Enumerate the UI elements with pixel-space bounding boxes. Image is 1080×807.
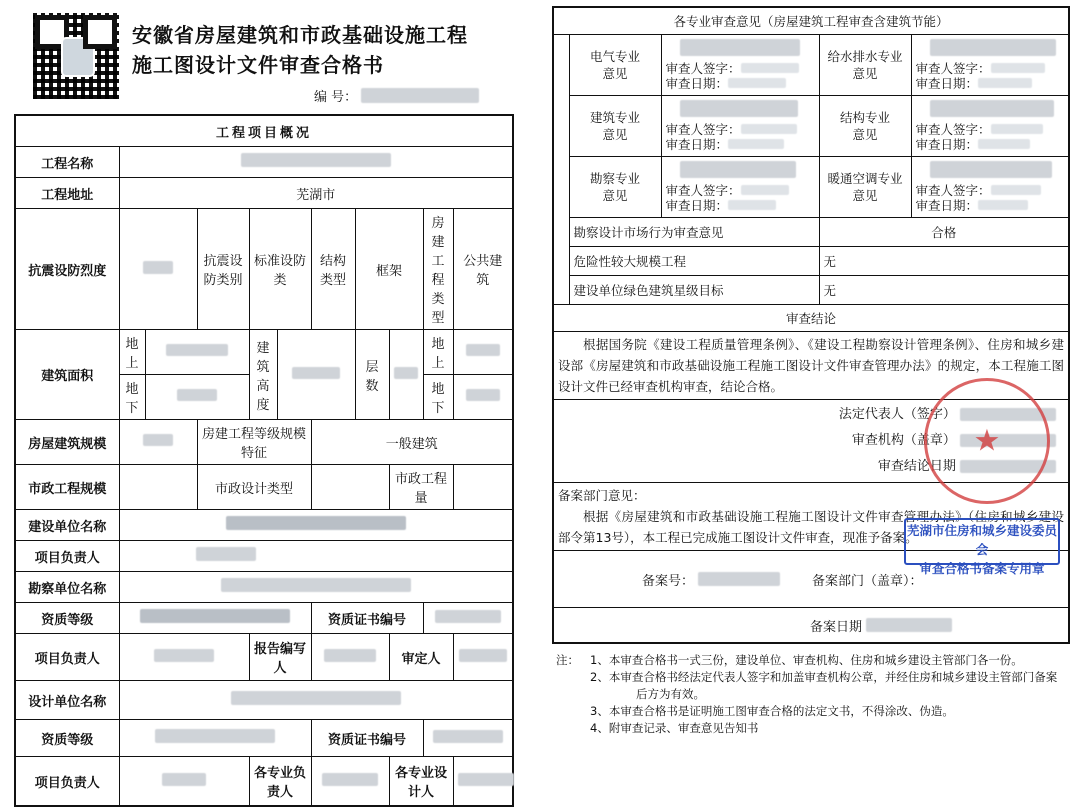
opinion-signature-water: 审查人签字： 审查日期： bbox=[911, 35, 1069, 96]
design-qual-grade-label: 资质等级 bbox=[15, 720, 119, 757]
opinion-name-electrical: 电气专业 意见 bbox=[569, 35, 661, 96]
table-row bbox=[553, 218, 1069, 247]
design-leader-value bbox=[119, 757, 249, 807]
blue-record-seal bbox=[904, 518, 1060, 576]
table-row bbox=[15, 465, 513, 510]
opinion-name-hvac: 暖通空调专业 意见 bbox=[819, 157, 911, 218]
spec-designer-label: 各专业设计人 bbox=[389, 757, 453, 807]
note-item: 2、本审查合格书经法定代表人签字和加盖审查机构公章，并经住房和城乡建设主管部门备案后方为有效。 bbox=[590, 670, 1058, 701]
record-dept-stamp-label: 备案部门（盖章）： bbox=[812, 573, 923, 589]
report-writer-value bbox=[311, 634, 389, 681]
floors-below-label: 地下 bbox=[423, 375, 453, 420]
signature-block bbox=[553, 400, 1069, 483]
document-header bbox=[14, 6, 534, 114]
project-overview-table bbox=[14, 114, 514, 807]
project-address-value: 芜湖市 bbox=[119, 178, 513, 209]
legal-rep-line: 法定代表人（签字） bbox=[558, 402, 1064, 428]
table-row bbox=[15, 572, 513, 603]
spec-leader-label: 各专业负责人 bbox=[249, 757, 311, 807]
market-behavior-value: 合格 bbox=[819, 218, 1069, 247]
table-row bbox=[553, 276, 1069, 305]
design-unit-label: 设计单位名称 bbox=[15, 681, 119, 720]
record-dept-title: 备案部门意见： bbox=[558, 488, 646, 503]
opinion-signature-electrical: 审查人签字： 审查日期： bbox=[661, 35, 819, 96]
opinion-name-survey: 勘察专业 意见 bbox=[569, 157, 661, 218]
reviewer-value bbox=[453, 634, 513, 681]
floors-above-label: 地上 bbox=[423, 330, 453, 375]
project-name-value bbox=[119, 147, 513, 178]
owner-value bbox=[119, 510, 513, 541]
note-item: 3、本审查合格书是证明施工图审查合格的法定文书，不得涂改、伪造。 bbox=[590, 704, 954, 718]
building-height-value bbox=[277, 330, 355, 420]
building-type-value: 公共建筑 bbox=[453, 209, 513, 330]
building-scale-label: 房屋建筑规模 bbox=[15, 420, 119, 465]
opinions-side-spacer bbox=[553, 35, 569, 305]
seal-star-icon: ★ bbox=[973, 423, 1001, 459]
qualification-grade-label: 资质等级 bbox=[15, 603, 119, 634]
spec-designer-value bbox=[453, 757, 513, 807]
qr-code-icon bbox=[30, 10, 122, 102]
municipal-project-value bbox=[453, 465, 513, 510]
seismic-intensity-value bbox=[119, 209, 197, 330]
record-date-value bbox=[866, 618, 952, 632]
building-type-label: 房建工程类型 bbox=[423, 209, 453, 330]
table-row bbox=[15, 209, 513, 330]
survey-unit-value bbox=[119, 572, 513, 603]
project-name-label: 工程名称 bbox=[15, 147, 119, 178]
note-item: 4、附审查记录、审查意见告知书 bbox=[590, 721, 759, 735]
grade-feature-label: 房建工程等级规模特征 bbox=[197, 420, 311, 465]
record-no-label: 备案号： bbox=[642, 573, 695, 589]
project-leader-label: 项目负责人 bbox=[15, 541, 119, 572]
table-row bbox=[553, 305, 1069, 332]
table-row bbox=[15, 147, 513, 178]
seismic-intensity-label: 抗震设防烈度 bbox=[15, 209, 119, 330]
survey-leader-label: 项目负责人 bbox=[15, 634, 119, 681]
review-org-line: 审查机构（盖章） bbox=[558, 428, 1064, 454]
review-date-line: 审查结论日期 bbox=[558, 454, 1064, 480]
blue-seal-line1: 芜湖市住房和城乡建设委员会 bbox=[906, 523, 1057, 557]
market-behavior-label: 勘察设计市场行为审查意见 bbox=[569, 218, 819, 247]
table-row bbox=[15, 757, 513, 807]
survey-unit-label: 勘察单位名称 bbox=[15, 572, 119, 603]
table-row bbox=[15, 510, 513, 541]
table-row bbox=[15, 603, 513, 634]
danger-project-label: 危险性较大规模工程 bbox=[569, 247, 819, 276]
floors-value bbox=[389, 330, 423, 420]
left-sheet bbox=[14, 6, 534, 800]
project-leader-value bbox=[119, 541, 513, 572]
report-writer-label: 报告编写人 bbox=[249, 634, 311, 681]
table-row bbox=[553, 7, 1069, 35]
area-below-value bbox=[145, 375, 249, 420]
opinion-name-structure: 结构专业 意见 bbox=[819, 96, 911, 157]
green-star-value: 无 bbox=[819, 276, 1069, 305]
seismic-standard-label: 标准设防类 bbox=[249, 209, 311, 330]
grade-feature-value: 一般建筑 bbox=[311, 420, 513, 465]
survey-leader-value bbox=[119, 634, 249, 681]
municipal-design-type-value bbox=[311, 465, 389, 510]
qualification-cert-value bbox=[423, 603, 513, 634]
conclusion-text: 根据国务院《建设工程质量管理条例》、《建设工程勘察设计管理条例》、住房和城乡建设部《房屋建筑和市政基础设施工程施工图设计文件审查管理办法》的规定，本工程施工图设计文件已经审查机构审查，结论合格。 bbox=[553, 332, 1069, 400]
opinion-signature-hvac: 审查人签字： 审查日期： bbox=[911, 157, 1069, 218]
opinion-name-architecture: 建筑专业 意见 bbox=[569, 96, 661, 157]
opinion-signature-structure: 审查人签字： 审查日期： bbox=[911, 96, 1069, 157]
building-scale-value bbox=[119, 420, 197, 465]
table-row bbox=[553, 332, 1069, 400]
table-row bbox=[15, 178, 513, 209]
table-row bbox=[553, 247, 1069, 276]
record-date-row bbox=[553, 608, 1069, 644]
municipal-design-type-label: 市政设计类型 bbox=[197, 465, 311, 510]
floors-below-value bbox=[453, 375, 513, 420]
floors-label: 层数 bbox=[355, 330, 389, 420]
green-star-label: 建设单位绿色建筑星级目标 bbox=[569, 276, 819, 305]
design-qual-grade-value bbox=[119, 720, 311, 757]
seismic-category-label: 抗震设防类别 bbox=[197, 209, 249, 330]
document-number-label: 编 号： bbox=[314, 90, 358, 105]
table-row bbox=[553, 157, 1069, 218]
building-area-label: 建筑面积 bbox=[15, 330, 119, 420]
record-date-label: 备案日期 bbox=[810, 619, 863, 635]
opinion-signature-architecture: 审查人签字： 审查日期： bbox=[661, 96, 819, 157]
blue-seal-line2: 审查合格书备案专用章 bbox=[919, 561, 1045, 576]
note-item: 1、本审查合格书一式三份，建设单位、审查机构、住房和城乡建设主管部门各一份。 bbox=[590, 653, 1023, 667]
table-row bbox=[15, 681, 513, 720]
table-row bbox=[553, 35, 1069, 96]
floors-above-value bbox=[453, 330, 513, 375]
structure-type-label: 结构类型 bbox=[311, 209, 355, 330]
design-qual-cert-label: 资质证书编号 bbox=[311, 720, 423, 757]
record-dept-text: 根据《房屋建筑和市政基础设施工程施工图设计文件审查管理办法》（住房和城乡建设部令第13号），本工程已完成施工图设计文件审查，现准予备案。 bbox=[558, 509, 1065, 545]
owner-label: 建设单位名称 bbox=[15, 510, 119, 541]
opinion-signature-survey: 审查人签字： 审查日期： bbox=[661, 157, 819, 218]
municipal-project-label: 市政工程量 bbox=[389, 465, 453, 510]
structure-type-value: 框架 bbox=[355, 209, 423, 330]
building-height-label: 建筑高度 bbox=[249, 330, 277, 420]
table-row bbox=[15, 420, 513, 465]
table-row bbox=[15, 720, 513, 757]
title-block bbox=[132, 20, 522, 80]
area-below-label: 地下 bbox=[119, 375, 145, 420]
area-above-label: 地上 bbox=[119, 330, 145, 375]
project-address-label: 工程地址 bbox=[15, 178, 119, 209]
qr-center-badge bbox=[63, 39, 93, 75]
qualification-grade-value bbox=[119, 603, 311, 634]
design-leader-label: 项目负责人 bbox=[15, 757, 119, 807]
conclusion-title: 审查结论 bbox=[553, 305, 1069, 332]
spec-leader-value bbox=[311, 757, 389, 807]
org-title-line2: 施工图设计文件审查合格书 bbox=[132, 53, 384, 77]
table-row bbox=[553, 96, 1069, 157]
record-no-value bbox=[698, 572, 780, 586]
table-row bbox=[15, 330, 513, 375]
reviewer-label: 审定人 bbox=[389, 634, 453, 681]
opinion-name-water: 给水排水专业 意见 bbox=[819, 35, 911, 96]
municipal-scale-label: 市政工程规模 bbox=[15, 465, 119, 510]
footer-notes bbox=[552, 652, 1068, 737]
table-row bbox=[15, 634, 513, 681]
qualification-cert-label: 资质证书编号 bbox=[311, 603, 423, 634]
table-row bbox=[15, 115, 513, 147]
table-row bbox=[15, 541, 513, 572]
opinions-title: 各专业审查意见（房屋建筑工程审查含建筑节能） bbox=[553, 7, 1069, 35]
notes-title: 注： bbox=[556, 653, 579, 667]
table-row bbox=[553, 400, 1069, 483]
document-number-value bbox=[361, 88, 479, 103]
area-above-value bbox=[145, 330, 249, 375]
table-row bbox=[553, 608, 1069, 644]
org-title-line1: 安徽省房屋建筑和市政基础设施工程 bbox=[132, 23, 468, 47]
municipal-scale-value bbox=[119, 465, 197, 510]
section-title: 工程项目概况 bbox=[15, 115, 513, 147]
design-unit-value bbox=[119, 681, 513, 720]
danger-project-value: 无 bbox=[819, 247, 1069, 276]
design-qual-cert-value bbox=[423, 720, 513, 757]
document-number bbox=[314, 86, 479, 105]
right-sheet bbox=[552, 6, 1068, 735]
